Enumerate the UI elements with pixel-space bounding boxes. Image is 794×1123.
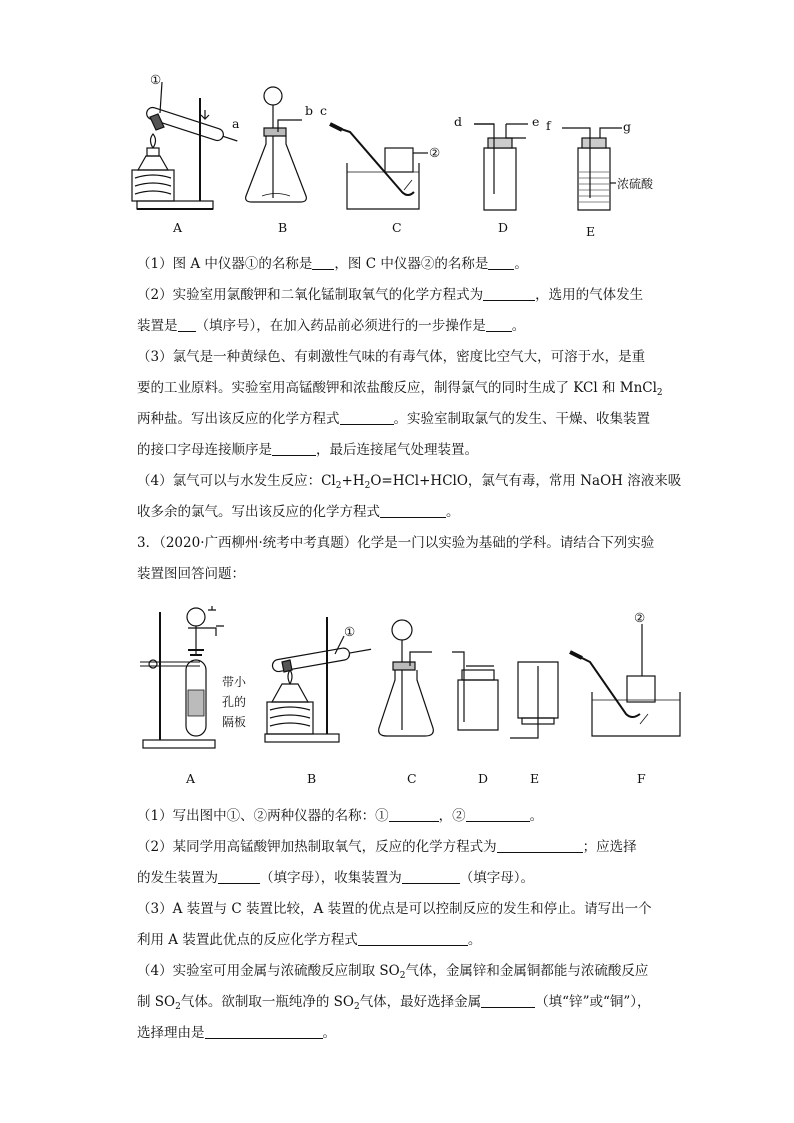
- port-g: g: [623, 119, 632, 134]
- q2-part3-line3: 两种盐。写出该反应的化学方程式 。实验室制取氯气的发生、干燥、收集装置: [137, 411, 650, 427]
- label-C: C: [392, 220, 402, 235]
- blank[interactable]: [312, 255, 334, 270]
- port-e: e: [532, 114, 540, 129]
- apparatus-A2: [140, 606, 247, 786]
- plate-label-3: 隔板: [222, 715, 247, 729]
- figure-1-apparatus: [0, 60, 794, 240]
- blank[interactable]: [380, 503, 446, 518]
- q2-part4-cont: 收多余的氯气。写出该反应的化学方程式 。: [137, 504, 460, 520]
- marker-2: ②: [429, 145, 441, 160]
- apparatus-E: [546, 118, 654, 239]
- apparatus-F2: [570, 610, 680, 786]
- q3-heading: 3．（2020·广西柳州·统考中考真题）化学是一门以实验为基础的学科。请结合下列实验: [137, 535, 655, 551]
- marker-1b: ①: [344, 624, 356, 639]
- blank[interactable]: [486, 317, 512, 332]
- blank[interactable]: [205, 1024, 323, 1039]
- marker-1: ①: [150, 72, 162, 87]
- label-D2: D: [478, 771, 489, 786]
- blank[interactable]: [402, 869, 460, 884]
- acid-label: 浓硫酸: [617, 177, 654, 191]
- question-2-text: [137, 249, 682, 590]
- apparatus-E2: [510, 662, 558, 786]
- q3-part3: （3）A 装置与 C 装置比较，A 装置的优点是可以控制反应的发生和停止。请写出一个: [137, 901, 652, 917]
- label-E: E: [586, 224, 596, 239]
- blank[interactable]: [483, 286, 535, 301]
- plate-label-2: 孔的: [222, 695, 247, 709]
- port-a: a: [232, 116, 240, 131]
- blank[interactable]: [218, 869, 260, 884]
- apparatus-A: [132, 72, 240, 235]
- label-C2: C: [407, 771, 417, 786]
- q2-part1: （1）图 A 中仪器①的名称是 ，图 C 中仪器②的名称是 。: [137, 256, 528, 272]
- q3-part2-cont: 的发生装置为 （填字母），收集装置为 （填字母）。: [137, 870, 534, 886]
- blank[interactable]: [488, 255, 514, 270]
- apparatus-C2: [379, 620, 434, 786]
- q3-part1: （1）写出图中①、②两种仪器的名称：① ，② 。: [137, 808, 544, 824]
- q3-part4-line3: 选择理由是 。: [137, 1025, 336, 1041]
- apparatus-C: [320, 103, 440, 235]
- question-3-text: [137, 801, 665, 1049]
- label-B: B: [278, 220, 288, 235]
- q3-part4-line2: 制 $SO_2$气体。欲制取一瓶纯净的 $SO_2$气体，最好选择金属 （填“锌”或“铜”），: [137, 994, 651, 1012]
- blank[interactable]: [481, 993, 535, 1008]
- q2-part2-cont: 装置是 （填序号），在加入药品前必须进行的一步操作是 。: [137, 318, 526, 334]
- label-A: A: [173, 220, 183, 235]
- port-c: c: [320, 103, 328, 118]
- blank[interactable]: [389, 807, 439, 822]
- blank[interactable]: [466, 807, 530, 822]
- port-f: f: [546, 118, 551, 133]
- label-F2: F: [637, 771, 646, 786]
- label-A2: A: [186, 771, 196, 786]
- q2-part3: （3）氯气是一种黄绿色、有刺激性气味的有毒气体，密度比空气大，可溶于水，是重: [137, 349, 646, 365]
- marker-2b: ②: [634, 610, 646, 625]
- port-d: d: [454, 114, 463, 129]
- q2-part3-line2: 要的工业原料。实验室用高锰酸钾和浓盐酸反应，制得氯气的同时生成了 KCl 和 MnCl$_2$: [137, 380, 663, 398]
- blank[interactable]: [272, 441, 316, 456]
- q2-part3-line4: 的接口字母连接顺序是 ，最后连接尾气处理装置。: [137, 442, 478, 458]
- q3-part4: （4）实验室可用金属与浓硫酸反应制取 $SO_2$气体，金属锌和金属铜都能与浓硫酸反应: [137, 963, 649, 981]
- q3-part2: （2）某同学用高锰酸钾加热制取氧气，反应的化学方程式为 ；应选择: [137, 839, 637, 855]
- apparatus-B2: [265, 617, 372, 786]
- figure-2-apparatus: [0, 598, 794, 798]
- q3-heading-cont: 装置图回答问题：: [137, 566, 245, 582]
- plate-label-1: 带小: [222, 675, 247, 689]
- apparatus-B: [246, 87, 313, 235]
- label-D: D: [498, 220, 509, 235]
- label-B2: B: [307, 771, 317, 786]
- apparatus-D2: [452, 652, 498, 786]
- blank[interactable]: [497, 838, 583, 853]
- port-b: b: [305, 103, 314, 118]
- q2-part2: （2）实验室用氯酸钾和二氧化锰制取氧气的化学方程式为 ，选用的气体发生: [137, 287, 644, 303]
- label-E2: E: [530, 771, 540, 786]
- blank[interactable]: [358, 931, 468, 946]
- blank[interactable]: [340, 410, 394, 425]
- q3-part3-cont: 利用 A 装置此优点的反应化学方程式 。: [137, 932, 482, 948]
- q2-part4: （4）氯气可以与水发生反应：$Cl_2+H_2O=HCl+HClO$，氯气有毒，常用 NaOH 溶液来吸: [137, 473, 682, 491]
- apparatus-D: [454, 114, 539, 235]
- blank[interactable]: [178, 317, 196, 332]
